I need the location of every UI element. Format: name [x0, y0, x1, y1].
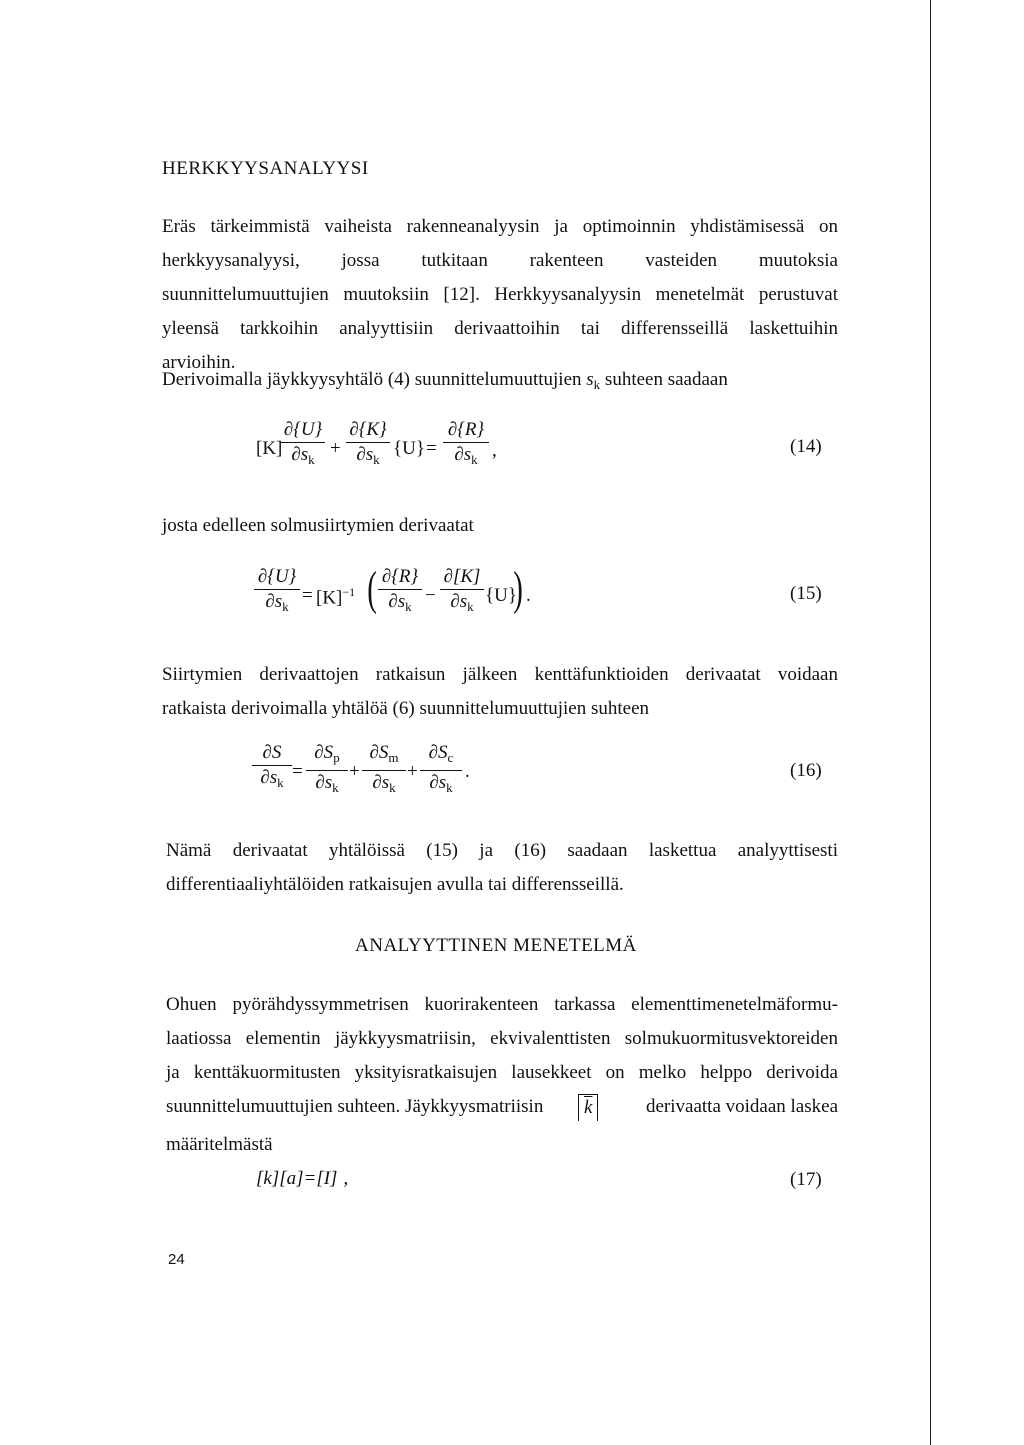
paragraph-derivation	[162, 363, 728, 402]
text-line: yleensä tarkkoihin analyyttisiin derivaattoihin tai differensseillä laskettuihin	[162, 318, 838, 339]
eq14-frac3: ∂{R} $\partial s_k$	[443, 419, 489, 471]
eq15-right-paren: )	[513, 562, 523, 615]
eq15-Kinv: $[K]^{-1}$	[316, 585, 356, 609]
eq15-dot: .	[526, 585, 531, 606]
text-line: Eräs tärkeimmistä vaiheista rakenneanalyysin ja optimoinnin yhdistämisessä on	[162, 216, 838, 237]
text-line: Ohuen pyörähdyssymmetrisen kuorirakenteen tarkassa elementtimenetelmäformu-	[166, 994, 838, 1015]
text-line: suhteen saadaan	[604, 369, 728, 390]
eq14-U: {U}	[393, 438, 425, 459]
eq16-frac4: $\partial S_c$ $\partial s_k$	[420, 742, 462, 799]
matrix-k-bracket: $\overline{k}$	[578, 1094, 598, 1121]
eq15-left-paren: (	[367, 562, 377, 615]
scan-edge-line	[930, 0, 931, 1445]
eq15-U: {U}	[485, 585, 517, 606]
heading-analyyttinen-menetelma: ANALYYTTINEN MENETELMÄ	[355, 935, 637, 956]
text-line-with-matrix: suunnittelumuuttujien suhteen. Jäykkyysmatriisin $\overline{k}$ derivaatta voidaan laskea	[166, 1090, 838, 1124]
equation-number-17: (17)	[790, 1169, 822, 1190]
text-line: ratkaista derivoimalla yhtälöä (6) suunnittelumuuttujien suhteen	[162, 698, 650, 719]
eq16-dot: .	[465, 761, 470, 782]
text-line: Derivoimalla jäykkyysyhtälö (4) suunnittelumuuttujien	[162, 369, 582, 390]
paragraph-intro	[162, 210, 838, 380]
equation-17: [k][a]=[I] ,	[256, 1168, 349, 1189]
heading-herkkyysanalyysi: HERKKYYSANALYYSI	[162, 158, 369, 179]
paragraph-shell-elements	[166, 988, 838, 1162]
text-line: arvioihin.	[162, 352, 236, 373]
eq15-equals: =	[302, 585, 313, 606]
text-line: laatiossa elementin jäykkyysmatriisin, ekvivalenttisten solmukuormitusvektoreiden	[166, 1028, 838, 1049]
eq15-frac1: ∂{U} $\partial s_k$	[254, 566, 300, 618]
eq16-frac3: $\partial S_m$ $\partial s_k$	[362, 742, 406, 799]
text-line: määritelmästä	[166, 1134, 273, 1155]
text-line: suunnittelumuuttujien muutoksiin [12]. Herkkyysanalyysin menetelmät perustuvat	[162, 284, 838, 305]
eq14-frac1: ∂{U} $\partial s_k$	[281, 419, 325, 471]
eq14-K: [K]	[256, 438, 283, 459]
page-number: 24	[168, 1251, 185, 1268]
equation-number-15: (15)	[790, 583, 822, 604]
eq16-frac2: $\partial S_p$ $\partial s_k$	[306, 742, 348, 799]
text-line: ja kenttäkuormitusten yksityisratkaisujen lausekkeet on melko helppo derivoida	[166, 1062, 838, 1083]
eq14-equals: =	[426, 438, 437, 459]
paragraph-field-derivatives	[162, 658, 838, 726]
eq15-frac3: ∂[K] $\partial s_k$	[440, 566, 484, 618]
eq16-equals: =	[292, 761, 303, 782]
equation-number-14: (14)	[790, 436, 822, 457]
text-line: Siirtymien derivaattojen ratkaisun jälkeen kenttäfunktioiden derivaatat voidaan	[162, 664, 838, 685]
equation-number-16: (16)	[790, 760, 822, 781]
paragraph-analytic-note	[166, 834, 838, 902]
variable-s: $s_k$	[586, 369, 601, 392]
eq16-plus2: +	[407, 761, 418, 782]
eq14-comma: ,	[492, 440, 497, 461]
paragraph-nodal-derivatives: josta edelleen solmusiirtymien derivaatat	[162, 515, 474, 536]
eq15-minus: −	[425, 585, 436, 606]
text-line: differentiaaliyhtälöiden ratkaisujen avulla tai differensseillä.	[166, 874, 624, 895]
text-line: Nämä derivaatat yhtälöissä (15) ja (16) saadaan laskettua analyyttisesti	[166, 840, 838, 861]
eq16-plus1: +	[349, 761, 360, 782]
eq14-frac2: ∂{K} $\partial s_k$	[346, 419, 390, 471]
eq15-frac2: ∂{R} $\partial s_k$	[378, 566, 422, 618]
eq16-frac1: ∂S $\partial s_k$	[252, 742, 292, 794]
text-line: herkkyysanalyysi, jossa tutkitaan rakenteen vasteiden muutoksia	[162, 250, 838, 271]
eq14-plus: +	[330, 438, 341, 459]
